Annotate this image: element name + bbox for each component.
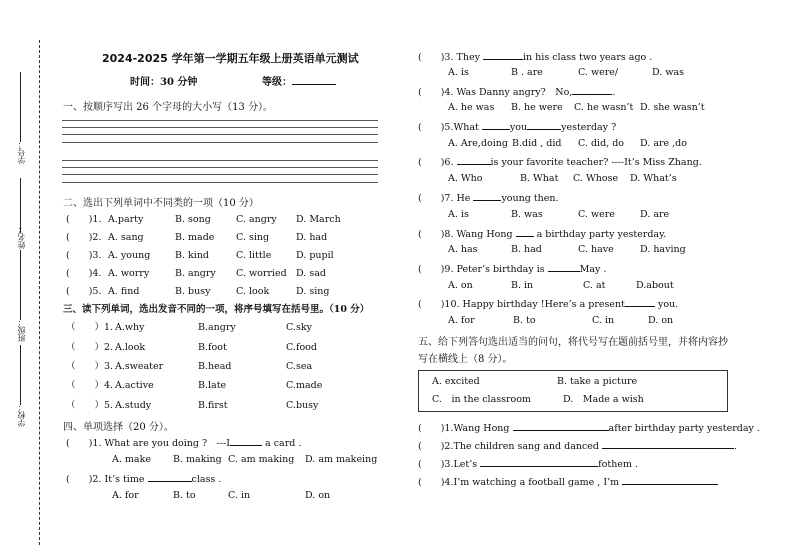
s2-q1-a: A.party xyxy=(108,214,144,225)
s2-q2-c: C. sing xyxy=(236,232,270,243)
writing-line xyxy=(62,174,378,175)
s2-q1-number: ( )1. xyxy=(66,214,102,225)
class-line xyxy=(20,250,21,320)
class-label: 班级： xyxy=(17,318,26,342)
s2-q5-b: B. busy xyxy=(175,286,211,297)
s4-q3-c: C. were/ xyxy=(578,67,619,78)
s4-q3-b: B . are xyxy=(511,67,543,78)
s2-q3-b: B. kind xyxy=(175,250,210,261)
s4-q7-stem: ( )7. He young then. xyxy=(418,193,559,204)
s2-q5-d: D. sing xyxy=(296,286,330,297)
s2-q4-a: A. worry xyxy=(108,268,150,279)
s4-q1-b: B. making xyxy=(173,454,222,465)
s4-q2-b: B. to xyxy=(173,490,196,501)
s4-q6-stem: ( )6. is your favorite teacher? ----It’s Miss Zhang. xyxy=(418,157,702,168)
s4-q8-d: D. having xyxy=(640,244,686,255)
s2-q4-number: ( )4. xyxy=(66,268,102,279)
s2-q3-d: D. pupil xyxy=(296,250,334,261)
s5-q3-stem: ( )3.Let’s fothem . xyxy=(418,459,638,470)
s2-q3-c: C. little xyxy=(236,250,272,261)
s4-q8-b: B. had xyxy=(511,244,542,255)
s4-q5-d: D. are ,do xyxy=(640,138,687,149)
s3-q5-b: B.first xyxy=(198,400,228,411)
option-b: B. take a picture xyxy=(557,376,638,387)
s3-q2-a: A.look xyxy=(115,342,146,353)
exam-time: 时间：30 分钟 xyxy=(130,77,198,88)
s4-q4-a: A. he was xyxy=(448,102,495,113)
writing-line xyxy=(62,167,378,168)
s4-q5-a: A. Are,doing xyxy=(448,138,508,149)
s3-q3-c: C.sea xyxy=(286,361,313,372)
s4-q9-a: A. on xyxy=(448,280,473,291)
student-no-label: 学号： xyxy=(17,140,26,164)
s4-q1-stem: ( )1. What are you doing ? ---I a card . xyxy=(66,438,302,449)
s4-q2-c: C. in xyxy=(228,490,251,501)
s2-q5-a: A. find xyxy=(108,286,140,297)
school-label: 学校： xyxy=(17,403,26,427)
writing-line xyxy=(62,142,378,143)
section2-heading: 二、选出下列单词中不同类的一项（10 分） xyxy=(63,198,259,209)
s3-q5-a: A.study xyxy=(115,400,152,411)
section4-heading: 四、单项选择（20 分）。 xyxy=(63,422,174,433)
s3-q2-c: C.food xyxy=(286,342,317,353)
s4-q5-stem: ( )5.What you yesterday ? xyxy=(418,122,617,133)
section3-heading: 三、读下列单词，选出发音不同的一项，将序号填写在括号里。（10 分） xyxy=(63,304,370,315)
s4-q1-a: A. make xyxy=(112,454,151,465)
s4-q4-b: B. he were xyxy=(511,102,563,113)
option-c: C. in the classroom xyxy=(432,394,531,405)
s4-q4-c: C. he wasn’t xyxy=(574,102,634,113)
s3-q4-number: （ ）4. xyxy=(66,380,114,391)
s4-q6-a: A. Who xyxy=(448,173,483,184)
s4-q5-c: C. did, do xyxy=(578,138,625,149)
s4-q2-d: D. on xyxy=(305,490,331,501)
s3-q3-b: B.head xyxy=(198,361,232,372)
s4-q7-d: D. are xyxy=(640,209,670,220)
s4-q6-c: C. Whose xyxy=(573,173,619,184)
s2-q2-b: B. made xyxy=(175,232,215,243)
s3-q3-a: A.sweater xyxy=(115,361,164,372)
s4-q1-c: C. am making xyxy=(228,454,295,465)
s4-q5-b: B.did , did xyxy=(512,138,562,149)
s4-q2-stem: ( )2. It’s time class . xyxy=(66,474,222,485)
s2-q4-c: C. worried xyxy=(236,268,287,279)
name-label: 姓名： xyxy=(17,225,26,249)
s4-q10-d: D. on xyxy=(648,315,674,326)
section1-heading: 一、按顺序写出 26 个字母的大小写（13 分）。 xyxy=(63,102,273,113)
s4-q2-a: A. for xyxy=(112,490,139,501)
s2-q1-c: C. angry xyxy=(236,214,277,225)
s4-q6-d: D. What’s xyxy=(630,173,677,184)
writing-line xyxy=(62,127,378,128)
s4-q10-c: C. in xyxy=(592,315,615,326)
s4-q4-d: D. she wasn’t xyxy=(640,102,705,113)
section5-heading: 五、给下列答句选出适当的问句，将代号写在题前括号里，并将内容抄 xyxy=(418,337,728,348)
s3-q1-a: A.why xyxy=(115,322,145,333)
option-d: D. Made a wish xyxy=(563,394,644,405)
s2-q3-number: ( )3. xyxy=(66,250,102,261)
school-line xyxy=(20,345,21,405)
s2-q1-b: B. song xyxy=(175,214,211,225)
s4-q9-stem: ( )9. Peter’s birthday is May . xyxy=(418,264,607,275)
binding-line xyxy=(39,40,40,545)
s3-q4-a: A.active xyxy=(115,380,154,391)
s4-q10-stem: ( )10. Happy birthday !Here’s a present you. xyxy=(418,299,679,310)
s4-q3-stem: ( )3. They in his class two years ago . xyxy=(418,52,653,63)
s4-q4-stem: ( )4. Was Danny angry? No, . xyxy=(418,87,616,98)
s3-q1-b: B.angry xyxy=(198,322,236,333)
writing-line xyxy=(62,134,378,135)
s4-q10-b: B. to xyxy=(513,315,536,326)
writing-line xyxy=(62,160,378,161)
s4-q3-a: A. is xyxy=(448,67,469,78)
s4-q9-c: C. at xyxy=(583,280,606,291)
s4-q7-c: C. were xyxy=(578,209,615,220)
s3-q2-number: （ ）2. xyxy=(66,342,114,353)
option-a: A. excited xyxy=(432,376,480,387)
s4-q7-b: B. was xyxy=(511,209,543,220)
s5-q4-stem: ( )4.I’m watching a football game , I’m xyxy=(418,475,718,489)
s2-q2-a: A. sang xyxy=(108,232,144,243)
writing-line xyxy=(62,182,378,183)
s4-q9-d: D.about xyxy=(636,280,674,291)
s4-q8-c: C. have xyxy=(578,244,614,255)
s2-q2-number: ( )2. xyxy=(66,232,102,243)
writing-line xyxy=(62,120,378,121)
s4-q6-b: B. What xyxy=(520,173,559,184)
s3-q4-b: B.late xyxy=(198,380,227,391)
s4-q10-a: A. for xyxy=(448,315,475,326)
s3-q5-c: C.busy xyxy=(286,400,319,411)
s3-q5-number: （ ）5. xyxy=(66,400,114,411)
s4-q7-a: A. is xyxy=(448,209,469,220)
s4-q9-b: B. in xyxy=(511,280,534,291)
s3-q1-c: C.sky xyxy=(286,322,312,333)
s2-q2-d: D. had xyxy=(296,232,328,243)
student-no-line xyxy=(20,72,21,142)
s2-q5-c: C. look xyxy=(236,286,270,297)
s4-q1-d: D. am makeing xyxy=(305,454,378,465)
s3-q2-b: B.foot xyxy=(198,342,227,353)
s5-q1-stem: ( )1.Wang Hong after birthday party yesterday . xyxy=(418,423,760,434)
s4-q8-stem: ( )8. Wang Hong a birthday party yesterday. xyxy=(418,229,667,240)
section5-heading-cont: 写在横线上（8 分）。 xyxy=(418,354,513,365)
s4-q8-a: A. has xyxy=(448,244,478,255)
s3-q4-c: C.made xyxy=(286,380,323,391)
s2-q1-d: D. March xyxy=(296,214,341,225)
s2-q5-number: ( )5. xyxy=(66,286,102,297)
s2-q4-b: B. angry xyxy=(175,268,216,279)
s2-q4-d: D. sad xyxy=(296,268,326,279)
s5-q2-stem: ( )2.The children sang and danced . xyxy=(418,441,738,452)
s3-q3-number: （ ）3. xyxy=(66,361,114,372)
s4-q3-d: D. was xyxy=(652,67,684,78)
s3-q1-number: （ ）1. xyxy=(66,322,114,333)
s2-q3-a: A. young xyxy=(108,250,151,261)
page-title: 2024-2025 学年第一学期五年级上册英语单元测试 xyxy=(102,52,359,65)
grade-label: 等级： xyxy=(262,73,336,88)
